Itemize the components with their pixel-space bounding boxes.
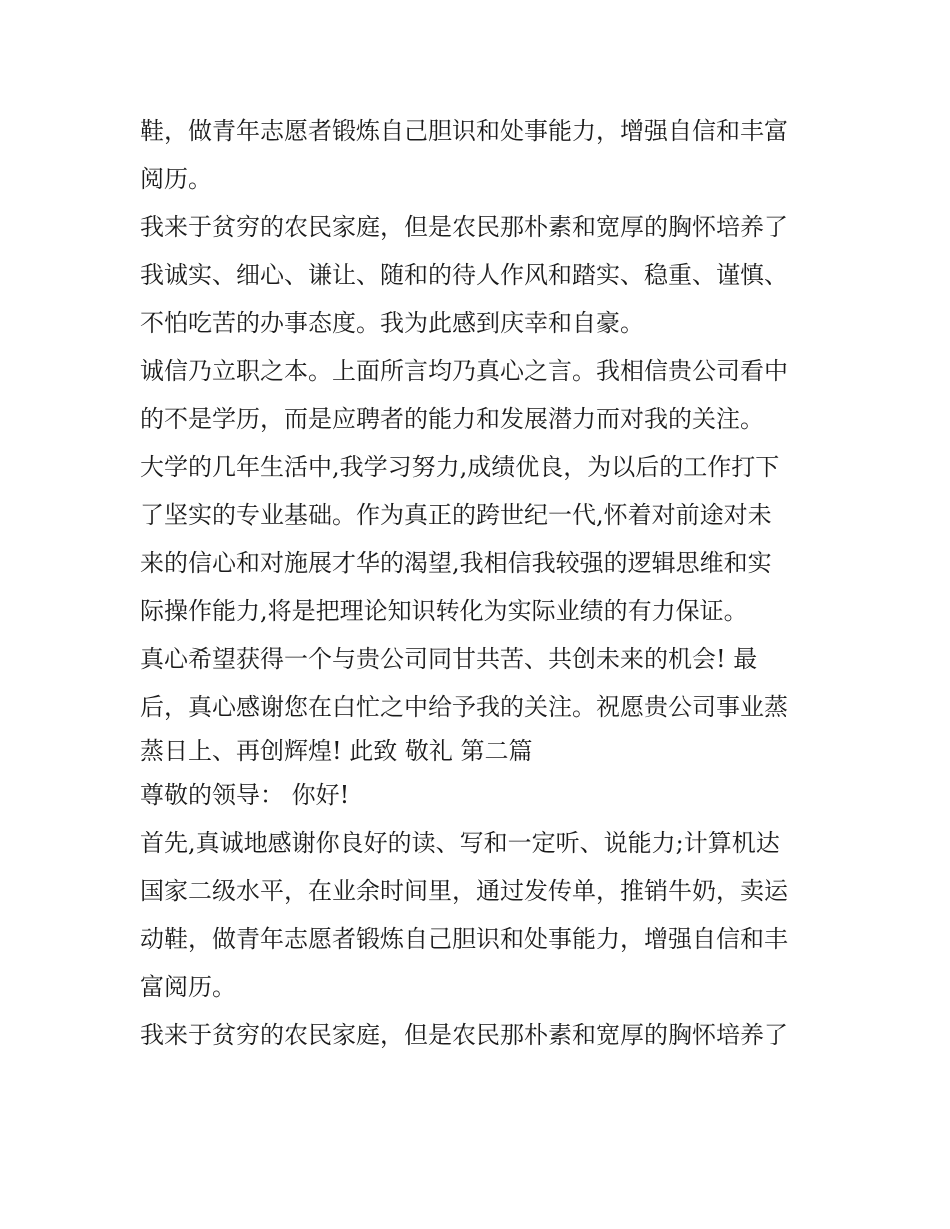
text-line-10: 来的信心和对施展才华的渴望,我相信我较强的逻辑思维和实: [140, 549, 772, 577]
text-line-19: 富阅历。: [140, 973, 236, 1001]
text-line-18: 动鞋，做青年志愿者锻炼自己胆识和处事能力，增强自信和丰: [140, 925, 788, 953]
text-line-16: 首先,真诚地感谢你良好的读、写和一定听、说能力;计算机达: [140, 829, 780, 857]
text-line-1: 鞋，做青年志愿者锻炼自己胆识和处事能力，增强自信和丰富: [140, 117, 788, 145]
text-line-14: 蒸日上、再创辉煌! 此致 敬礼 第二篇: [140, 737, 533, 765]
text-line-4: 我诚实、细心、谦让、随和的待人作风和踏实、稳重、谨慎、: [140, 261, 788, 289]
text-line-12: 真心希望获得一个与贵公司同甘共苦、共创未来的机会! 最: [140, 645, 758, 673]
text-line-7: 的不是学历，而是应聘者的能力和发展潜力而对我的关注。: [140, 405, 764, 433]
text-line-5: 不怕吃苦的办事态度。我为此感到庆幸和自豪。: [140, 309, 644, 337]
text-line-15: 尊敬的领导： 你好!: [140, 781, 350, 809]
text-line-20: 我来于贫穷的农民家庭，但是农民那朴素和宽厚的胸怀培养了: [140, 1021, 788, 1049]
text-line-13: 后，真心感谢您在白忙之中给予我的关注。祝愿贵公司事业蒸: [140, 693, 788, 721]
text-line-2: 阅历。: [140, 165, 212, 193]
document-body: [140, 107, 820, 1059]
text-line-6: 诚信乃立职之本。上面所言均乃真心之言。我相信贵公司看中: [140, 357, 788, 385]
text-line-8: 大学的几年生活中,我学习努力,成绩优良，为以后的工作打下: [140, 453, 780, 481]
text-line-3: 我来于贫穷的农民家庭，但是农民那朴素和宽厚的胸怀培养了: [140, 213, 788, 241]
text-line-11: 际操作能力,将是把理论知识转化为实际业绩的有力保证。: [140, 597, 748, 625]
text-line-9: 了坚实的专业基础。作为真正的跨世纪一代,怀着对前途对未: [140, 501, 772, 529]
text-line-17: 国家二级水平，在业余时间里，通过发传单，推销牛奶，卖运: [140, 877, 788, 905]
